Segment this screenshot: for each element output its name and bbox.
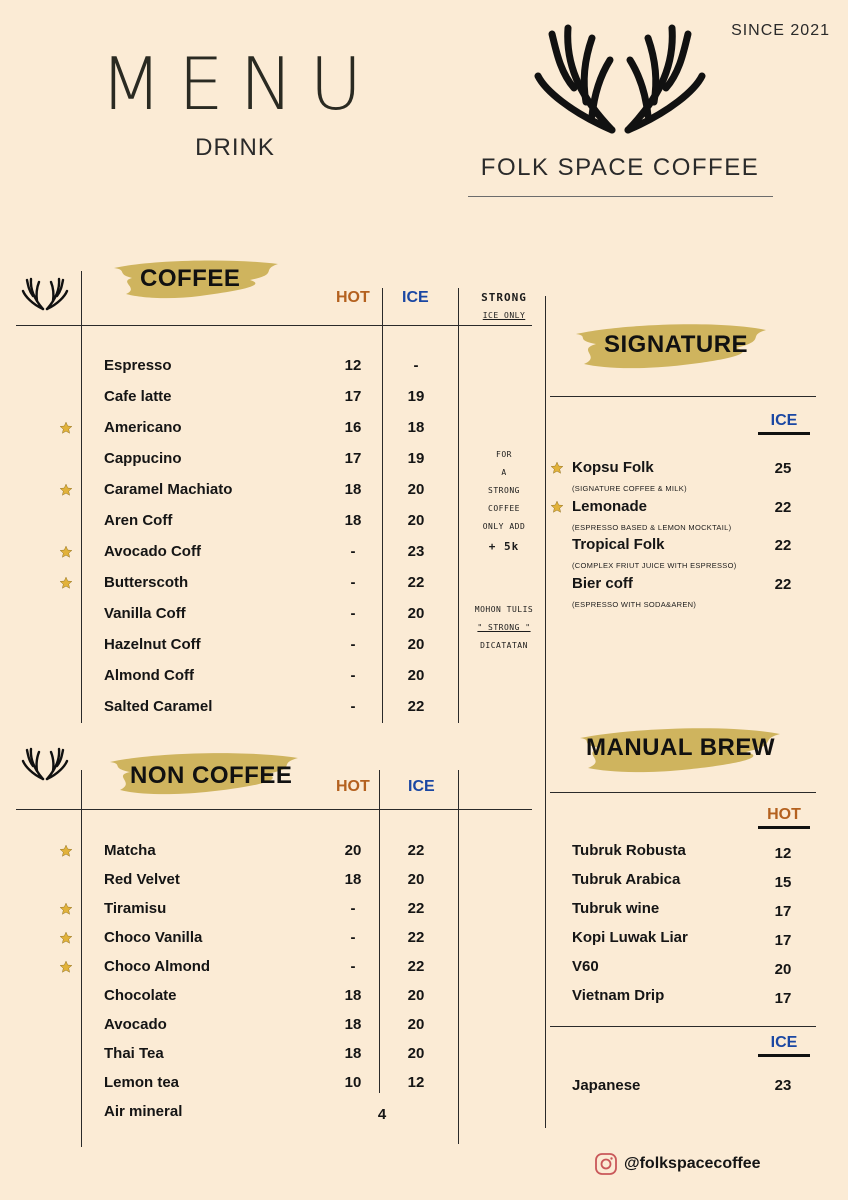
ice-price: 12 [407,1074,425,1091]
hot-price: - [350,605,356,622]
ice-price: 20 [407,1045,425,1062]
strong-note-line: FOR [496,450,512,459]
item-name: Chocolate [104,987,177,1004]
ice-price: 20 [407,871,425,888]
small-antler-icon [20,276,70,312]
coffee-left-divider [81,271,82,723]
item-name: Lemon tea [104,1074,180,1091]
manual-brew-ice-header: ICE [770,1034,798,1051]
manual-brew-ice-line [550,1026,816,1027]
ice-price: 20 [407,987,425,1004]
instagram-icon[interactable] [594,1152,618,1176]
hot-price: 20 [774,961,792,978]
right-column-divider [545,296,546,1128]
coffee-hot-ice-divider [382,288,383,723]
coffee-section-title: COFFEE [140,265,241,292]
hot-price: 15 [774,874,792,891]
strong-note-line: A [501,468,507,477]
ice-price: 18 [407,419,425,436]
star-icon [59,960,73,974]
item-name: Cappucino [104,450,182,467]
antler-logo-icon [530,20,710,138]
hot-price: - [350,667,356,684]
item-name: Tiramisu [104,900,167,917]
signature-header-line [550,396,816,397]
hot-price: 18 [344,481,362,498]
item-description: (ESPRESSO BASED & LEMON MOCKTAIL) [572,522,732,532]
hot-price: 17 [774,903,792,920]
menu-title: MENU [100,42,379,126]
hot-price: 20 [344,842,362,859]
small-antler-icon [20,746,70,782]
star-icon [59,902,73,916]
item-name: Americano [104,419,182,436]
item-name: Choco Vanilla [104,929,203,946]
ice-price: 22 [407,842,425,859]
hot-price: 18 [344,871,362,888]
hot-price: 12 [344,357,362,374]
item-name: Tubruk wine [572,900,660,917]
coffee-strong-divider [458,288,459,723]
item-name: Tubruk Robusta [572,842,686,859]
item-name: Choco Almond [104,958,211,975]
ice-price: 22 [407,698,425,715]
star-icon [59,931,73,945]
item-name: Tropical Folk [572,536,665,553]
strong-note-line: COFFEE [488,504,520,513]
ice-price: 20 [407,667,425,684]
coffee-header-line [16,325,532,326]
strong-subheader: ICE ONLY [482,311,526,320]
signature-section-title: SIGNATURE [604,331,749,358]
item-name: Butterscoth [104,574,189,591]
signature-ice-header: ICE [770,412,798,429]
manual-brew-hot-underline [758,826,810,829]
item-name: Vietnam Drip [572,987,665,1004]
ice-price: 20 [407,1016,425,1033]
star-icon [550,461,564,475]
non-coffee-hot-header: HOT [336,778,370,795]
ice-price: 19 [407,388,425,405]
ice-price: 23 [774,1077,792,1094]
item-name: Vanilla Coff [104,605,186,622]
strong-price: + 5k [488,540,520,553]
item-name: Avocado Coff [104,543,201,560]
ice-price: 20 [407,481,425,498]
item-name: Bier coff [572,574,633,592]
ice-price: 23 [407,543,425,560]
hot-price: 17 [774,990,792,1007]
item-name: Kopi Luwak Liar [572,929,688,946]
star-icon [59,421,73,435]
item-name: Caramel Machiato [104,481,233,498]
item-name: Japanese [572,1077,641,1094]
strong-instruction-line: MOHON TULIS [474,605,534,614]
air-mineral-price: 4 [377,1106,387,1123]
hot-price: - [350,543,356,560]
non-coffee-left-divider [81,770,82,1147]
manual-brew-hot-header: HOT [767,806,801,823]
hot-price: 17 [344,450,362,467]
non-coffee-section-title: NON COFFEE [130,762,293,789]
ice-price: 20 [407,512,425,529]
menu-subtitle: DRINK [195,134,275,161]
star-icon [59,576,73,590]
strong-note-line: STRONG [488,486,520,495]
coffee-hot-header: HOT [336,289,370,306]
item-name: Lemonade [572,497,648,515]
strong-note [466,450,542,560]
since-label: SINCE 2021 [731,22,830,39]
item-name: Salted Caramel [104,698,213,715]
instagram-handle[interactable]: @folkspacecoffee [624,1155,761,1172]
strong-instruction-line: DICATATAN [480,641,528,650]
item-name: Hazelnut Coff [104,636,201,653]
item-name: Tubruk Arabica [572,871,681,888]
air-mineral-name: Air mineral [104,1103,183,1120]
hot-price: 18 [344,1016,362,1033]
hot-price: - [350,574,356,591]
ice-price: 22 [774,537,792,554]
ice-price: 20 [407,605,425,622]
hot-price: - [350,929,356,946]
ice-price: 25 [774,460,792,477]
coffee-ice-header: ICE [402,289,429,306]
hot-price: - [350,958,356,975]
star-icon [550,500,564,514]
manual-brew-ice-underline [758,1054,810,1057]
ice-price: - [413,357,419,374]
item-name: V60 [572,958,599,975]
hot-price: 17 [774,932,792,949]
strong-instruction [466,605,542,659]
star-icon [59,483,73,497]
item-name: Red Velvet [104,871,180,888]
hot-price: 10 [344,1074,362,1091]
manual-brew-section-title: MANUAL BREW [586,734,776,761]
item-name: Kopsu Folk [572,459,654,476]
ice-price: 22 [407,900,425,917]
non-coffee-ice-header: ICE [408,778,435,795]
hot-price: 18 [344,1045,362,1062]
item-name: Avocado [104,1016,167,1033]
ice-price: 22 [407,574,425,591]
item-name: Almond Coff [104,667,194,684]
ice-price: 20 [407,636,425,653]
hot-price: - [350,636,356,653]
item-name: Thai Tea [104,1045,164,1062]
hot-price: 18 [344,987,362,1004]
non-coffee-header-line [16,809,532,810]
non-coffee-hot-ice-divider [379,770,380,1093]
strong-instruction-line: " STRONG " [477,623,531,632]
signature-ice-underline [758,432,810,435]
ice-price: 22 [407,929,425,946]
manual-brew-header-line [550,792,816,793]
hot-price: 16 [344,419,362,436]
star-icon [59,545,73,559]
star-icon [59,844,73,858]
hot-price: 17 [344,388,362,405]
non-coffee-right-divider [458,770,459,1144]
brand-name: FOLK SPACE COFFEE [480,154,760,181]
hot-price: - [350,900,356,917]
item-name: Cafe latte [104,388,172,405]
strong-header: STRONG [481,291,527,304]
hot-price: - [350,698,356,715]
ice-price: 19 [407,450,425,467]
item-description: (SIGNATURE COFFEE & MILK) [572,484,687,493]
brand-divider [468,196,773,197]
ice-price: 22 [407,958,425,975]
item-description: (COMPLEX FRIUT JUICE WITH ESPRESSO) [572,561,737,570]
item-name: Espresso [104,357,172,374]
item-description: (ESPRESSO WITH SODA&AREN) [572,599,697,609]
strong-note-line: ONLY ADD [482,522,526,531]
item-name: Matcha [104,842,156,859]
item-name: Aren Coff [104,512,173,529]
hot-price: 12 [774,845,792,862]
ice-price: 22 [774,498,792,516]
hot-price: 18 [344,512,362,529]
ice-price: 22 [774,575,792,593]
